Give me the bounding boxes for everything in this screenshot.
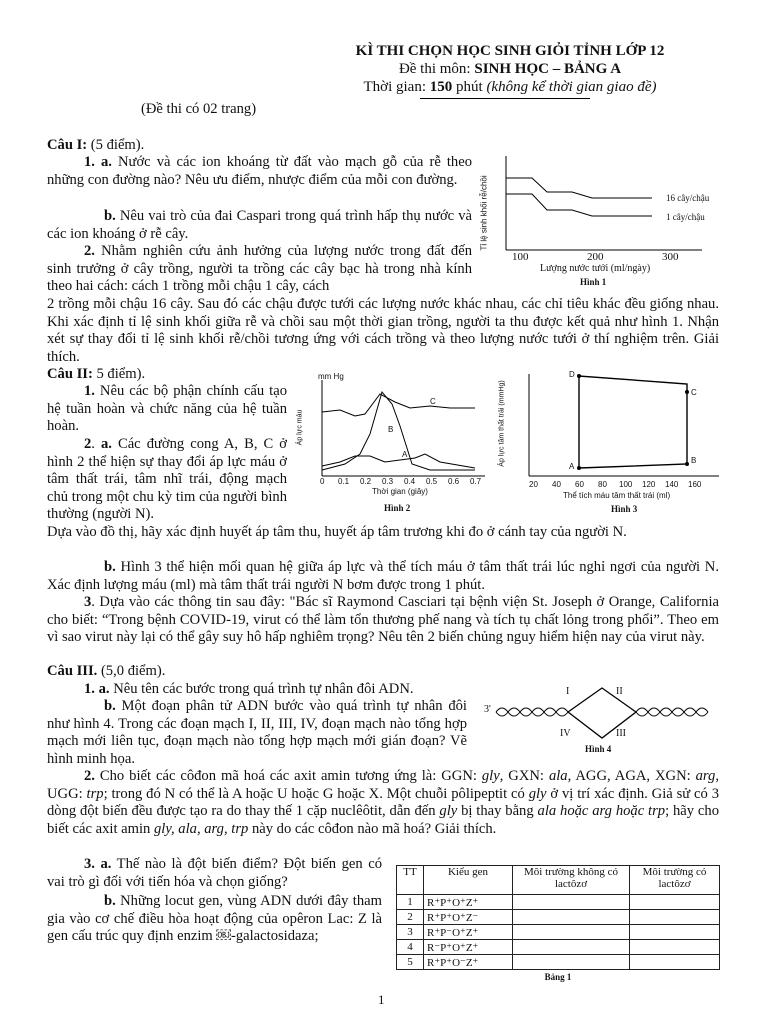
fig4-end-3prime: 3' [484,704,491,715]
header-rule [420,98,590,99]
q2-part2b-text: Hình 3 thể hiện mối quan hệ giữa áp lực và thể tích máu ở tâm thất trái lúc nghỉ ngơi của người N. Xác định lượng máu (ml) mà tâm thất trái người N bơm được trong 1 phút. [47,559,719,593]
subject-name: SINH HỌC – BẢNG A [474,61,622,77]
fig3-xtick-80: 80 [598,480,607,489]
q1-points: (5 điểm). [87,137,145,153]
q3-part1b [47,698,467,768]
q1-part2b: 2 trồng mỗi chậu 16 cây. Sau đó các chậu được tưới các lượng nước khác nhau, các chỉ tiêu khác đều giống nhau. Khi xác định tỉ lệ sinh khối giữa rễ và chồi sau một thời gian trồng, người ta thu được kết quả như hình 1. Nhận xét sự thay đổi tỉ lệ sinh khối rễ/chồi tương ứng với cách trồng và theo lượng nước tưới ở thí nghiệm trên. Giải thích. [47,296,719,365]
table-cell-tt: 2 [397,910,424,925]
q2-part2a-cont: Dựa vào đồ thị, hãy xác định huyết áp tâm thu, huyết áp tâm trương khi đo ở cánh tay của người N. [47,524,627,540]
q3-part2-t5: ; trong đó N có thể là A hoặc U hoặc G hoặc X. Một chuỗi pôlipeptit có [103,785,529,802]
q1-part1b [47,208,472,243]
q2-part2b-letter: b. [104,559,116,575]
table-cell-genotype: R⁻P⁺O⁺Z⁺ [424,940,513,955]
fig4-label-i: I [566,686,570,697]
fig2-unit: mm Hg [318,372,344,381]
fig4-label-iv: IV [560,728,571,739]
table-header-lactose: Môi trường có lactôzơ [630,866,720,895]
fig3-point-d [577,374,581,378]
table-1-caption: Bảng 1 [544,972,572,982]
fig3-xlabel: Thể tích máu tâm thất trái (ml) [563,491,671,500]
fig3-xtick-140: 140 [665,480,679,489]
q2-part2-dot: . [91,436,101,452]
q3-part2-t1: Cho biết các côđon mã hoá các axit amin tương ứng là: GGN: [94,768,482,784]
table-cell-empty [513,955,630,970]
table-cell-empty [513,925,630,940]
q2-part3 [47,594,719,647]
fig2-curve-c [322,394,475,416]
fig3-label-c: C [691,388,697,397]
fig4-label-ii: II [616,686,623,697]
q2-part2a-text: Các đường cong A, B, C ở hình 2 thể hiện sự thay đổi áp lực máu ở tâm thất trái, tâm nhĩ trái, động mạch chủ trong một chu kỳ tim của người bình thường (người N). [47,436,287,523]
fig3-caption: Hình 3 [611,504,638,514]
table-cell-genotype: R⁺P⁺O⁺Z⁻ [424,910,513,925]
table-header-row [397,866,720,895]
q3-part3a-text: Thế nào là đột biến điểm? Đột biến gen có vai trò gì đối với tiến hóa và chọn giống? [47,856,382,890]
fig1-xtick-300: 300 [662,251,679,263]
figure-4 [484,684,720,758]
exam-title: KÌ THI CHỌN HỌC SINH GIỎI TỈNH LỚP 12 [355,43,665,59]
fig2-caption: Hình 2 [384,503,411,513]
table-cell-empty [513,895,630,910]
q3-part1a-num: 1. a. [84,681,110,697]
table-row [397,895,720,910]
q3-amino-list: gly, ala, arg, trp [153,820,249,837]
q2-part1-num: 1. [84,383,95,399]
fig2-xtick-6: 0.6 [448,477,460,486]
q3-part2 [47,768,719,838]
table-cell-empty [630,955,720,970]
fig2-curve-a [322,454,475,468]
fig4-bubble-top [568,688,636,712]
q3-gly-2: gly [528,785,547,802]
time-value: 150 [429,79,453,95]
table-1-grid [396,865,720,970]
q2-label: Câu II: [47,366,93,382]
q2-part2b [47,559,719,594]
fig1-xtick-100: 100 [512,251,529,263]
q1-part1a-num: 1. a. [84,154,112,170]
fig1-line-16-per-pot [506,178,652,198]
table-cell-empty [513,910,630,925]
q3-part2-t2: , GXN: [499,768,549,784]
q1-part1a-text: Nước và các ion khoáng từ đất vào mạch gỗ của rễ theo những con đường nào? Nêu ưu điểm, nhược điểm của mỗi con đường. [47,154,472,188]
q3-part1a-text: Nêu tên các bước trong quá trình tự nhân đôi ADN. [109,681,414,697]
fig3-label-d: D [569,370,575,379]
fig3-xtick-100: 100 [619,480,633,489]
fig2-xtick-3: 0.3 [382,477,394,486]
fig3-xtick-160: 160 [688,480,702,489]
table-header-genotype: Kiểu gen [424,866,513,895]
q3-part3b-text: Những locut gen, vùng ADN dưới đây tham gia vào cơ chế điều hòa hoạt động của opêron Lac: Z là gen cấu trúc quy định enzim ￼-galactosidaza; [47,893,382,945]
fig4-caption: Hình 4 [585,744,612,754]
fig4-label-iii: III [616,728,626,739]
figure-3 [497,370,722,515]
q3-label: Câu III. [47,663,98,679]
q2-part1 [47,383,287,436]
time-note: (không kể thời gian giao đề) [486,79,657,95]
fig3-label-b: B [691,456,697,465]
table-cell-empty [630,910,720,925]
table-header-no-lactose: Môi trường không có lactôzơ [513,866,630,895]
exam-subject [300,61,720,78]
q2-part2a [47,436,287,524]
fig3-xtick-40: 40 [552,480,561,489]
table-cell-empty [630,895,720,910]
subject-prefix: Đề thi môn: [398,61,475,77]
fig1-line-1-per-pot [506,194,652,216]
fig2-xtick-7: 0.7 [470,477,482,486]
fig1-legend-16: 16 cây/chậu [666,193,710,203]
q3-part2-t9: này do các côđon nào mã hoá? Giải thích. [248,820,497,837]
table-cell-tt: 3 [397,925,424,940]
q2-points: 5 điểm). [92,366,146,382]
table-row [397,925,720,940]
q3-gly-3: gly [439,803,458,820]
figure-2 [296,370,490,515]
q1-part1b-text: Nêu vai trò của đai Caspari trong quá trình hấp thụ nước và các ion khoáng ở rễ cây. [47,208,472,242]
q3-part3a [47,856,382,891]
fig2-xtick-4: 0.4 [404,477,416,486]
q2-part1-text: Nêu các bộ phận chính cấu tạo hệ tuần hoàn và chức năng của hệ tuần hoàn. [47,383,287,435]
q1-part2-text-a: Nhằm nghiên cứu ảnh hưởng của lượng nước trong đất đến sinh trưởng ở cây trồng, người ta trồng các cây bạc hà trong nhà kính theo hai cách: cách 1 trồng mỗi chậu 1 cây, cách [47,243,472,295]
q1-part2a [47,243,472,296]
q3-part1b-num: b. [104,698,116,714]
fig3-point-a [577,466,581,470]
table-row [397,940,720,955]
fig2-label-b: B [388,425,394,434]
figure-1 [472,148,712,296]
table-cell-empty [630,925,720,940]
q1-part1b-num: b. [104,208,116,224]
q2-part2-num: 2 [84,436,92,452]
fig3-ylabel: Áp lực tâm thất trái (mmHg) [498,380,506,467]
table-row [397,910,720,925]
fig1-xtick-200: 200 [587,251,604,263]
q3-part2-t6: ở vị trí xác định. Giả sử có 3 dòng đột biến đều được tạo ra do thay thế 1 cặp nuclêôtit, dẫn đến [47,785,720,820]
table-cell-genotype: R⁺P⁺O⁺Z⁺ [424,895,513,910]
q2-part3-num: 3 [84,594,92,610]
q1-label: Câu I: [47,137,88,153]
fig1-ylabel: Tỉ lệ sinh khối rễ/chồi [479,175,489,251]
fig1-caption: Hình 1 [580,277,607,287]
fig2-xtick-0: 0 [320,477,325,486]
fig2-xtick-5: 0.5 [426,477,438,486]
fig3-point-c [685,390,689,394]
q3-points: (5,0 điểm). [97,663,166,679]
q3-gly: gly [481,768,500,784]
fig3-point-b [685,462,689,466]
q3-part2-t4: , UGG: [47,768,719,802]
q1-part1a [47,154,472,189]
exam-time [300,79,720,96]
q3-heading [47,663,719,681]
fig2-ylabel: Áp lực máu [296,409,304,446]
time-prefix: Thời gian: [363,79,430,95]
q3-ala: ala [548,768,568,784]
page-number: 1 [378,992,385,1007]
table-cell-tt: 5 [397,955,424,970]
q3-part2-t8: ; hãy cho biết các axit amin [47,803,720,837]
q3-part3b [47,893,382,946]
table-cell-genotype: R⁺P⁺O⁻Z⁺ [424,955,513,970]
fig1-xlabel: Lượng nước tưới (ml/ngày) [540,263,651,274]
q3-part2-t7: bị thay bằng [457,803,538,820]
fig3-xtick-120: 120 [642,480,656,489]
q3-part3b-num: b. [104,893,116,909]
table-row [397,955,720,970]
table-header-tt: TT [397,866,424,895]
fig4-helix-left-b [496,708,568,716]
table-cell-empty [630,940,720,955]
fig1-legend-1: 1 cây/chậu [666,212,705,222]
fig3-label-a: A [569,462,575,471]
table-cell-empty [513,940,630,955]
q3-arg: arg [695,768,716,784]
q1-part2-num: 2. [84,243,95,259]
q2-part3-text: . Dựa vào các thông tin sau đây: "Bác sĩ Raymond Casciari tại bệnh viện St. Joseph ở Orange, California cho biết: “Trong bệnh COVID-19, virut có thể làm tổn thương phế nang và tích tụ chất lỏng trong phổi”. Theo em vì sao virut này lại có thể gây suy hô hấp nghiêm trọng? Nêu tên 2 biến chủng nguy hiểm hiện nay của virut này. [47,594,719,646]
table-1 [396,865,720,982]
fig3-loop [579,376,687,468]
q3-part2-num: 2. [84,768,95,784]
fig4-helix-right-b [636,708,708,716]
q3-replacements: ala hoặc arg hoặc trp [537,803,666,820]
q3-trp: trp [86,785,104,802]
fig2-label-c: C [430,397,436,406]
q3-part3a-num: 3. a. [84,856,112,872]
fig3-xtick-20: 20 [529,480,538,489]
fig2-xtick-2: 0.2 [360,477,372,486]
table-cell-tt: 4 [397,940,424,955]
fig2-xlabel: Thời gian (giây) [372,487,428,496]
fig3-xtick-60: 60 [575,480,584,489]
table-cell-tt: 1 [397,895,424,910]
q3-part1a [47,681,467,699]
q3-part1b-text: Một đoạn phân tử ADN bước vào quá trình tự nhân đôi như hình 4. Trong các đoạn mạch I, II, III, IV, đoạn mạch nào tổng hợp mạch mới liên tục, đoạn mạch nào tổng hợp mạch mới gián đoạn? Vẽ hình minh họa. [47,698,467,767]
fig2-xtick-1: 0.1 [338,477,350,486]
q3-part2-t3: , AGG, AGA, XGN: [567,768,696,784]
pages-note: (Đề thi có 02 trang) [141,101,257,117]
fig2-label-a: A [402,450,408,459]
time-unit: phút [452,79,487,95]
table-cell-genotype: R⁺P⁻O⁺Z⁺ [424,925,513,940]
q2-part2a-letter: a. [100,436,112,452]
